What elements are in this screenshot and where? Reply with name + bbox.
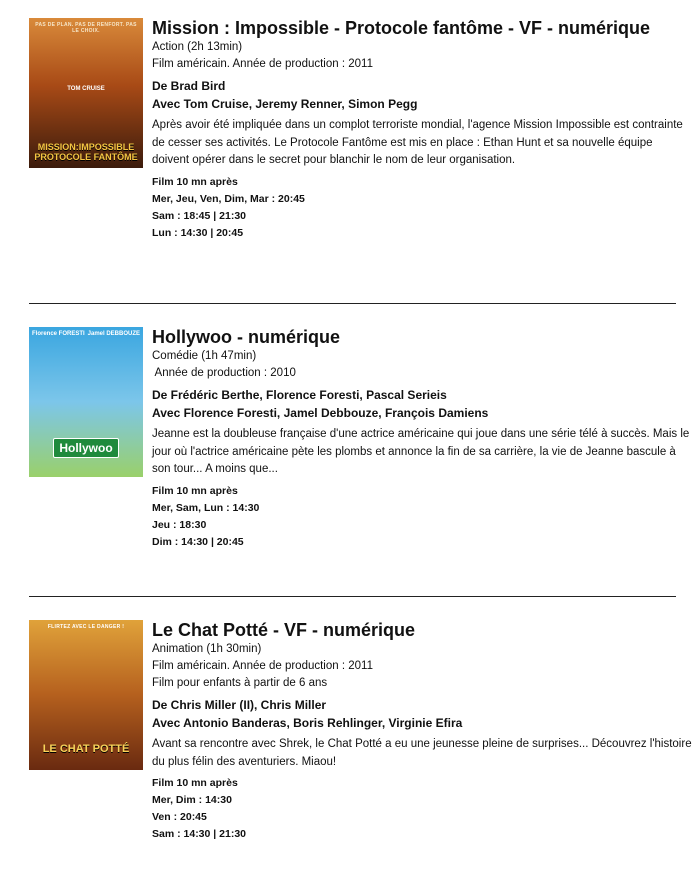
movie-info-line: Film américain. Année de production : 2011 [152,660,373,672]
movie-poster[interactable] [29,620,143,770]
schedule-line: Sam : 18:45 | 21:30 [152,209,246,222]
movie-info [152,620,692,843]
schedule-line: Lun : 14:30 | 20:45 [152,226,244,239]
movie-director: De Brad Bird [152,79,226,93]
movie-director: De Frédéric Berthe, Florence Foresti, Pascal Serieis [152,388,447,402]
movie-director: De Chris Miller (II), Chris Miller [152,698,327,712]
movie-synopsis: Jeanne est la doubleuse française d'une actrice américaine qui joue dans une série télé à succès. Mais le jour où l'actrice américaine pète les plombs et annonce la fin de sa carrière, la vie de Jeanne bascule à son tour... A moins que... [152,428,690,475]
divider [29,596,676,597]
movie-cast: Avec Tom Cruise, Jeremy Renner, Simon Pegg [152,97,418,111]
movie-poster[interactable] [29,327,143,477]
schedule-line: Mer, Sam, Lun : 14:30 [152,501,260,514]
schedule-line: Ven : 20:45 [152,811,207,823]
movie-genre: Animation (1h 30min) [152,643,262,655]
movie-poster[interactable] [29,18,143,168]
movie-synopsis: Avant sa rencontre avec Shrek, le Chat Potté a eu une jeunesse pleine de surprises... Découvrez l'histoire du plus félin des aventuriers. Miaou! [152,738,692,768]
movie-genre: Comédie (1h 47min) [152,350,257,362]
poster-sign: Hollywoo [53,438,118,458]
movie-title[interactable]: Le Chat Potté - VF - numérique [152,620,416,640]
movie-info [152,18,692,242]
poster-title: LE CHAT POTTÉ [42,742,130,755]
movie-title[interactable]: Mission : Impossible - Protocole fantôme - VF - numérique [152,18,651,38]
movie-synopsis: Après avoir été impliquée dans un complot terroriste mondial, l'agence Mission Impossible est contrainte de cesser ses activités. Le Protocole Fantôme est mis en place : Ethan Hunt et sa nouvelle équipe doivent opérer dans le secret pour blanchir le nom de leur organisation. [152,119,683,166]
schedule-note: Film 10 mn après [152,777,238,789]
poster-tagline: PAS DE PLAN. PAS DE RENFORT. PAS LE CHOIX. [35,22,137,34]
movie-cast: Avec Florence Foresti, Jamel Debbouze, François Damiens [152,406,489,420]
poster-actor-left: Florence FORESTI [32,331,85,337]
schedule-line: Mer, Dim : 14:30 [152,794,232,806]
schedule-line: Jeu : 18:30 [152,518,207,531]
poster-title-top: MISSION:IMPOSSIBLE [37,142,135,153]
movie-info-line: Film américain. Année de production : 2011 [152,58,373,70]
poster-actor-right: Jamel DEBBOUZE [87,331,140,337]
poster-title-bottom: PROTOCOLE FANTÔME [34,152,138,163]
schedule-line: Dim : 14:30 | 20:45 [152,535,244,548]
movie-title[interactable]: Hollywoo - numérique [152,327,341,347]
movie-info-line: Film pour enfants à partir de 6 ans [152,677,328,689]
divider [29,303,676,304]
movie-cast: Avec Antonio Banderas, Boris Rehlinger, Virginie Efira [152,716,463,730]
schedule-line: Mer, Jeu, Ven, Dim, Mar : 20:45 [152,192,305,205]
movie-info-line: Année de production : 2010 [152,367,296,379]
schedule-note: Film 10 mn après [152,484,238,497]
schedule-note: Film 10 mn après [152,175,238,188]
movie-genre: Action (2h 13min) [152,41,243,53]
poster-tagline: FLIRTEZ AVEC LE DANGER ! [47,624,125,630]
schedule-line: Sam : 14:30 | 21:30 [152,828,246,840]
movie-info [152,327,692,551]
poster-actor: TOM CRUISE [67,85,105,92]
